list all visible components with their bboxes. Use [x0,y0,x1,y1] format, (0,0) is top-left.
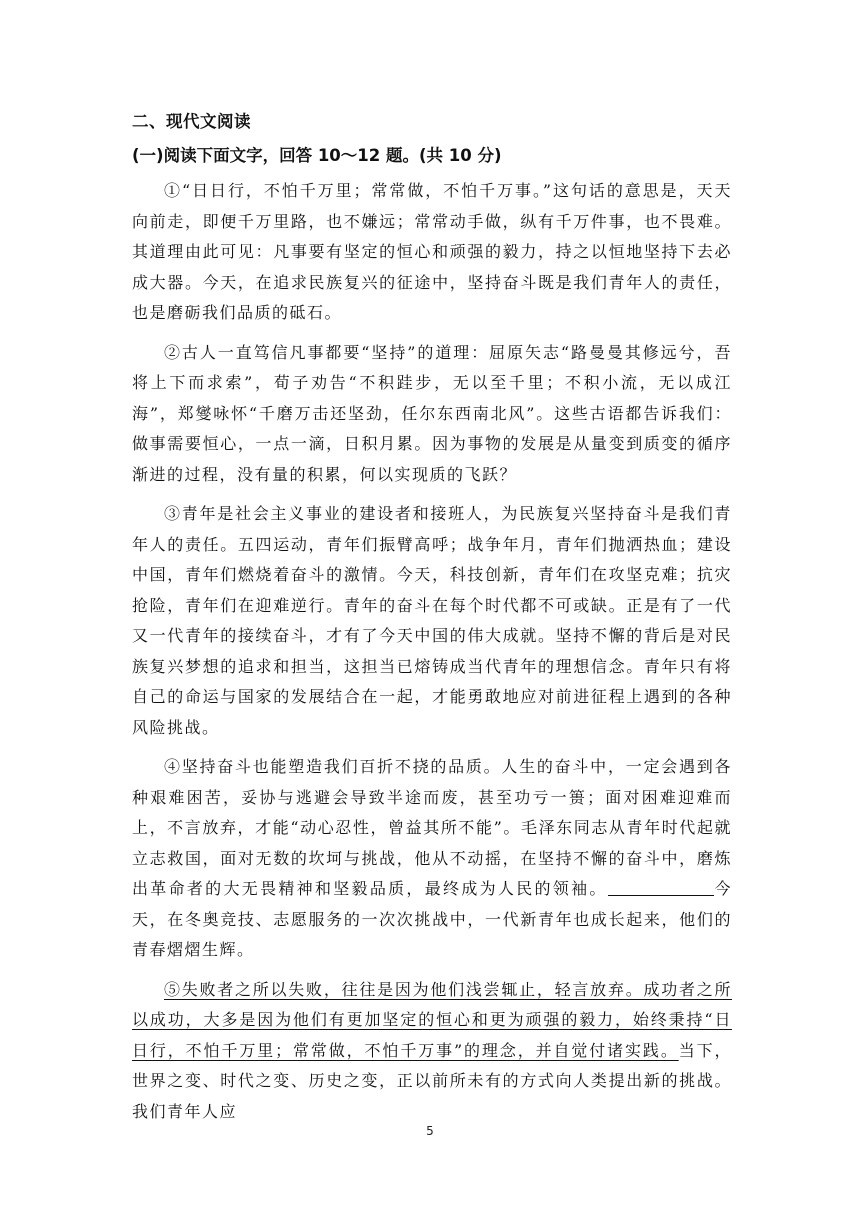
paragraph-5-underlined-text: ⑤失败者之所以失败，往往是因为他们浅尝辄止，轻言放弃。成功者之所以成功，大多是因为他们有更加坚定的恒心和更为顽强的毅力，始终秉持“日日行，不怕千万里；常常做，不怕千万事”的理念，并自觉付诸实践。 [132,979,732,1060]
fill-in-blank [608,877,714,896]
paragraph-5 [132,975,732,1128]
section-heading: 二、现代文阅读 [132,112,251,131]
paragraph-5-text: 当下，世界之变、时代之变、历史之变，正以前所未有的方式向人类提出新的挑战。我们青年人应 [132,1040,732,1121]
paragraph-1: ①“日日行，不怕千万里；常常做，不怕千万事。”这句话的意思是，天天向前走，即便千万里路，也不嫌远；常常动手做，纵有千万件事，也不畏难。其道理由此可见：凡事要有坚定的恒心和顽强的毅力，持之以恒地坚持下去必成大器。今天，在追求民族复兴的征途中，坚持奋斗既是我们青年人的责任，也是磨砺我们品质的砥石。 [132,181,732,322]
paragraph-2: ②古人一直笃信凡事都要“坚持”的道理：屈原矢志“路曼曼其修远兮，吾将上下而求索”，荀子劝告“不积跬步，无以至千里；不积小流，无以成江海”，郑燮咏怀“千磨万击还坚劲，任尔东西南北风”。这些古语都告诉我们：做事需要恒心，一点一滴，日积月累。因为事物的发展是从量变到质变的循序渐进的过程，没有量的积累，何以实现质的飞跃？ [132,342,732,484]
page-number: 5 [426,1124,434,1138]
paragraph-4-text-after-blank: 今天，在冬奥竞技、志愿服务的一次次挑战中，一代新青年也成长起来，他们的青春熠熠生辉。 [132,879,732,959]
paragraph-3: ③青年是社会主义事业的建设者和接班人，为民族复兴坚持奋斗是我们青年人的责任。五四运动，青年们振臂高呼；战争年月，青年们抛洒热血；建设中国，青年们燃烧着奋斗的激情。今天，科技创新，青年们在攻坚克难；抗灾抢险，青年们在迎难逆行。青年的奋斗在每个时代都不可或缺。正是有了一代又一代青年的接续奋斗，才有了今天中国的伟大成就。坚持不懈的背后是对民族复兴梦想的追求和担当，这担当已熔铸成当代青年的理想信念。青年只有将自己的命运与国家的发展结合在一起，才能勇敢地应对前进征程上遇到的各种风险挑战。 [132,504,732,737]
paragraph-4 [132,752,732,966]
paragraph-4-text-before-blank: ④坚持奋斗也能塑造我们百折不挠的品质。人生的奋斗中，一定会遇到各种艰难困苦，妥协与逃避会导致半途而废，甚至功亏一篑；面对困难迎难而上，不言放弃，才能“动心忍性，曾益其所不能”。毛泽东同志从青年时代起就立志救国，面对无数的坎坷与挑战，他从不动摇，在坚持不懈的奋斗中，磨炼出革命者的大无畏精神和坚毅品质，最终成为人民的领袖。 [132,757,732,898]
reading-passage [132,176,732,1136]
question-intro: (一)阅读下面文字，回答 10～12 题。(共 10 分) [132,146,502,165]
